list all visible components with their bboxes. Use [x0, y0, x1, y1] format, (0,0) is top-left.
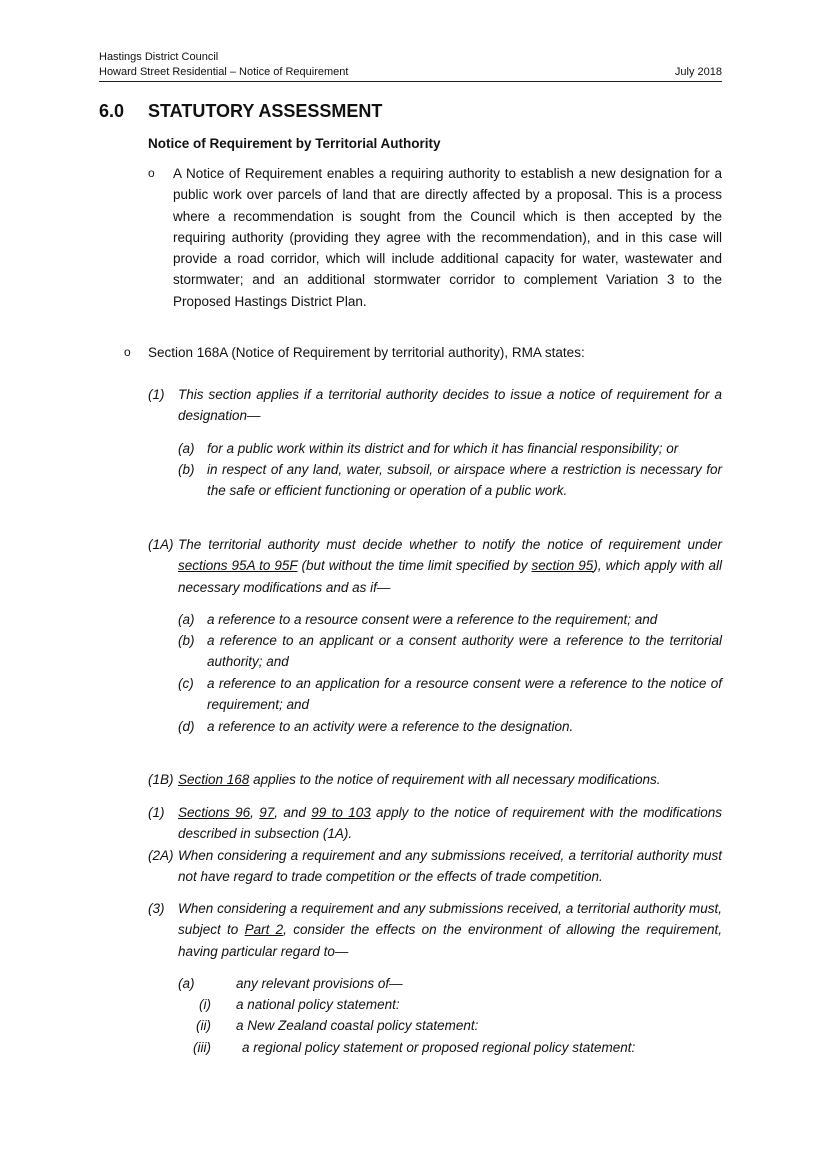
header-date: July 2018	[674, 66, 722, 78]
section-heading	[99, 99, 382, 123]
section-intro: Section 168A (Notice of Requirement by territorial authority), RMA states:	[148, 345, 585, 360]
section-title: STATUTORY ASSESSMENT	[148, 101, 383, 121]
clause-1-label: (1)	[148, 387, 165, 402]
clause-1-a-text: for a public work within its district and for which it has financial responsibility; or	[207, 441, 679, 456]
clause-2-text: Sections 96, 97, and 99 to 103 apply to the notice of requirement with the modifications described in subsection (1A).	[178, 805, 722, 842]
clause-3-ii-text: a New Zealand coastal policy statement:	[236, 1018, 479, 1033]
clause-1a-d-text: a reference to an activity were a reference to the designation.	[207, 719, 574, 734]
link-part-2[interactable]: Part 2	[244, 922, 284, 938]
link-sections-95a-95f[interactable]: sections 95A to 95F	[178, 558, 298, 574]
clause-3-a-text: any relevant provisions of—	[236, 976, 403, 991]
clause-1-a-label: (a)	[178, 441, 195, 456]
section-number: 6.0	[99, 101, 125, 121]
link-section-97[interactable]: 97	[259, 805, 275, 820]
clause-1a-c-text: a reference to an application for a resource consent were a reference to the notice of requirement; and	[207, 676, 722, 713]
clause-1a-text: The territorial authority must decide whether to notify the notice of requirement under sections 95A to 95F (but without the time limit specified by section 95), which apply with all necessary modifications and as if—	[178, 537, 722, 595]
clause-1-b-label: (b)	[178, 462, 195, 477]
bullet-icon: o	[124, 345, 131, 359]
clause-1a-b-label: (b)	[178, 633, 195, 648]
clause-1-text: This section applies if a territorial authority decides to issue a notice of requirement for a designation—	[178, 387, 722, 424]
clause-3-text: When considering a requirement and any submissions received, a territorial authority must, subject to Part 2, consider the effects on the environment of allowing the requirement, having particular regard to—	[178, 901, 722, 959]
subheading: Notice of Requirement by Territorial Authority	[148, 136, 441, 151]
clause-3-label: (3)	[148, 901, 165, 916]
clause-2-label: (1)	[148, 805, 165, 820]
link-section-95[interactable]: section 95	[531, 558, 594, 574]
bullet-icon: o	[148, 166, 155, 180]
clause-1a-a-text: a reference to a resource consent were a reference to the requirement; and	[207, 612, 658, 627]
clause-1b-label: (1B)	[148, 772, 174, 787]
clause-1a-a-label: (a)	[178, 612, 195, 627]
clause-3-i-text: a national policy statement:	[236, 997, 400, 1012]
header-doc-title: Howard Street Residential – Notice of Requirement	[99, 66, 349, 78]
link-sections-96[interactable]: Sections 96	[178, 805, 251, 820]
clause-1a-label: (1A)	[148, 537, 174, 552]
clause-1b-text: Section 168 applies to the notice of requirement with all necessary modifications.	[178, 772, 661, 787]
clause-2a-text: When considering a requirement and any submissions received, a territorial authority must not have regard to trade competition or the effects of trade competition.	[178, 848, 722, 885]
clause-3-iii-label: (iii)	[193, 1040, 211, 1055]
clause-3-a-label: (a)	[178, 976, 195, 991]
clause-3-i-label: (i)	[199, 997, 211, 1012]
clause-2a-label: (2A)	[148, 848, 174, 863]
clause-1a-d-label: (d)	[178, 719, 195, 734]
clause-3-iii-text: a regional policy statement or proposed regional policy statement:	[242, 1040, 636, 1055]
clause-1a-c-label: (c)	[178, 676, 194, 691]
clause-1-b-text: in respect of any land, water, subsoil, or airspace where a restriction is necessary for the safe or efficient functioning or operation of a public work.	[207, 462, 722, 499]
header-line	[99, 65, 722, 82]
link-sections-99-103[interactable]: 99 to 103	[311, 805, 371, 820]
link-section-168[interactable]: Section 168	[178, 772, 250, 787]
clause-1a-b-text: a reference to an applicant or a consent authority were a reference to the territorial authority; and	[207, 633, 722, 670]
intro-paragraph: A Notice of Requirement enables a requiring authority to establish a new designation for a public work over parcels of land that are directly affected by a proposal. This is a process where a recommendation is sought from the Council which is then accepted by the requiring authority (providing they agree with the recommendation), and in this case will provide a road corridor, which will include additional capacity for water, wastewater and stormwater; and an additional stormwater corridor to complement Variation 3 to the Proposed Hastings District Plan.	[173, 166, 722, 309]
header-org: Hastings District Council	[99, 51, 219, 63]
clause-3-ii-label: (ii)	[196, 1018, 211, 1033]
